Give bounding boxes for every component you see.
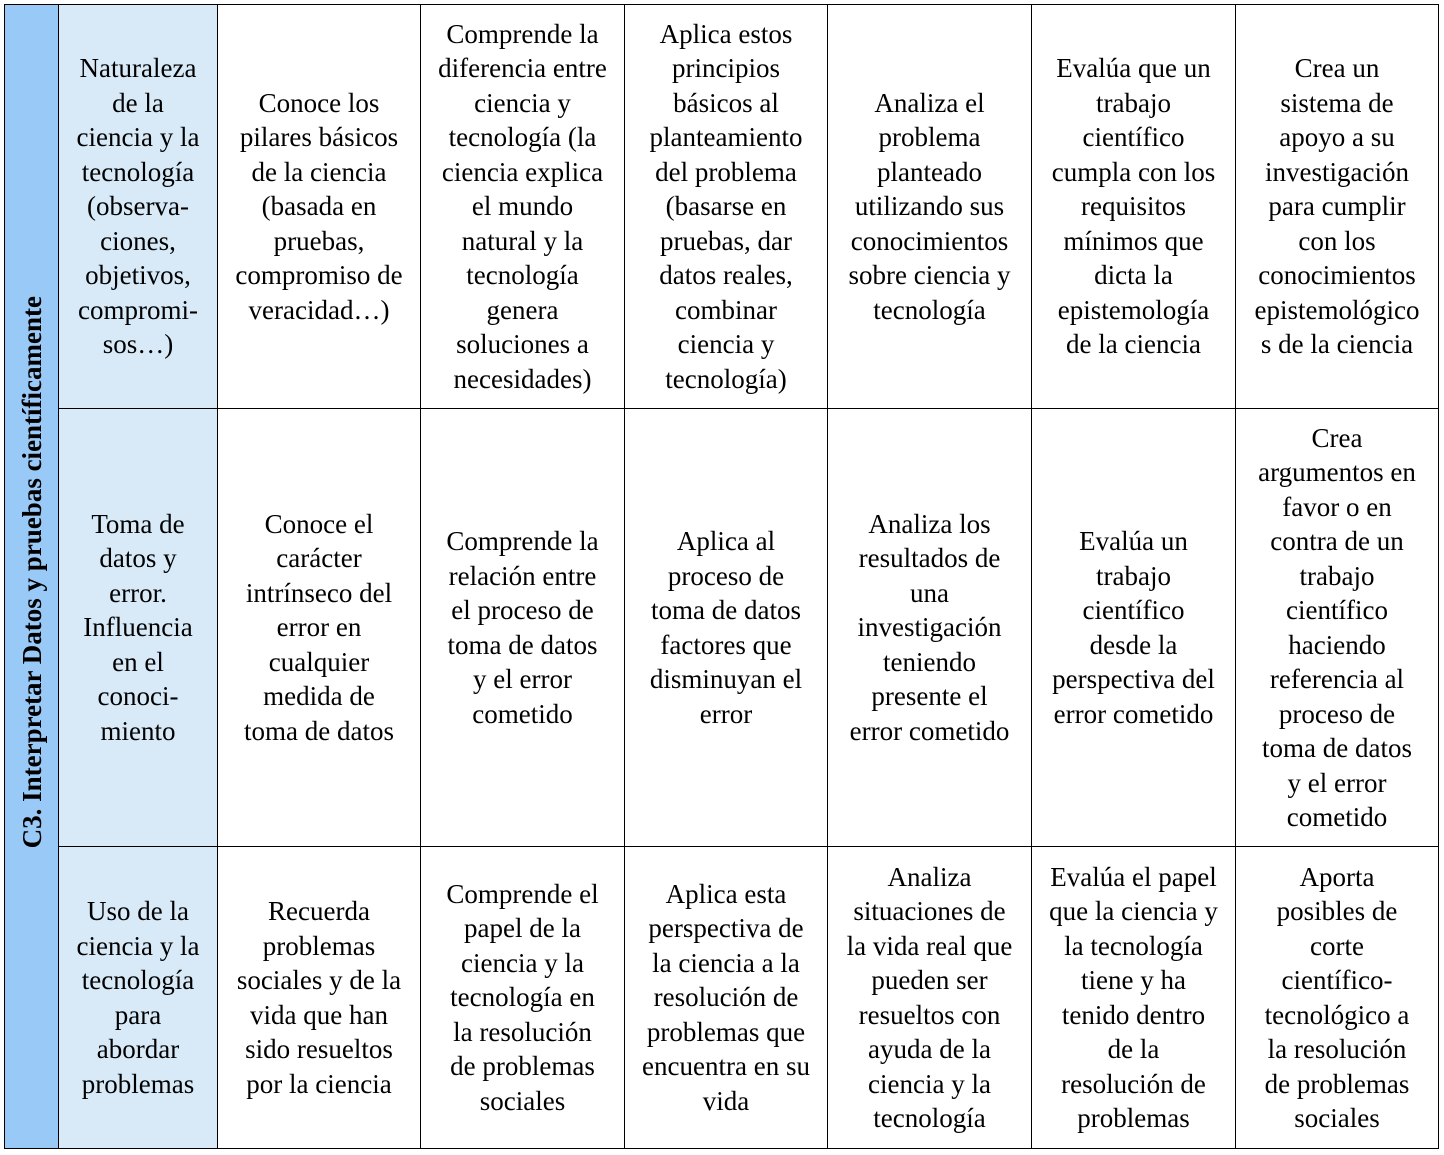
level-cell: Evalúa que un trabajo científico cumpla con los requisitos mínimos que dicta la epistemología de la ciencia <box>1032 5 1236 409</box>
level-cell: Comprende la diferencia entre ciencia y tecnología (la ciencia explica el mundo natural y la tecnología genera soluciones a necesidades) <box>421 5 625 409</box>
dimension-cell: Uso de la ciencia y la tecnología para abordar problemas <box>59 847 218 1149</box>
table-row <box>5 409 1439 847</box>
level-cell: Recuerda problemas sociales y de la vida que han sido resueltos por la ciencia <box>218 847 421 1149</box>
rubric-table <box>4 4 1439 1149</box>
level-cell: Analiza el problema planteado utilizando sus conocimientos sobre ciencia y tecnología <box>828 5 1032 409</box>
dimension-cell: Toma de datos y error. Influencia en el conoci- miento <box>59 409 218 847</box>
level-cell: Comprende la relación entre el proceso de toma de datos y el error cometido <box>421 409 625 847</box>
table-row <box>5 847 1439 1149</box>
level-cell: Aplica al proceso de toma de datos factores que disminuyan el error <box>625 409 828 847</box>
level-cell: Evalúa un trabajo científico desde la perspectiva del error cometido <box>1032 409 1236 847</box>
competence-label-cell <box>5 5 59 1149</box>
level-cell: Aporta posibles de corte científico- tecnológico a la resolución de problemas sociales <box>1236 847 1439 1149</box>
level-cell: Conoce los pilares básicos de la ciencia (basada en pruebas, compromiso de veracidad…) <box>218 5 421 409</box>
rubric-table-container <box>4 4 1438 1148</box>
level-cell: Analiza los resultados de una investigación teniendo presente el error cometido <box>828 409 1032 847</box>
level-cell: Crea un sistema de apoyo a su investigación para cumplir con los conocimientos epistemológico s de la ciencia <box>1236 5 1439 409</box>
dimension-cell: Naturaleza de la ciencia y la tecnología (observa- ciones, objetivos, compromi- sos…) <box>59 5 218 409</box>
competence-label: C3. Interpretar Datos y pruebas científicamente <box>16 296 47 849</box>
level-cell: Analiza situaciones de la vida real que pueden ser resueltos con ayuda de la ciencia y la tecnología <box>828 847 1032 1149</box>
level-cell: Aplica estos principios básicos al planteamiento del problema (basarse en pruebas, dar datos reales, combinar ciencia y tecnología) <box>625 5 828 409</box>
level-cell: Comprende el papel de la ciencia y la tecnología en la resolución de problemas sociales <box>421 847 625 1149</box>
level-cell: Conoce el carácter intrínseco del error en cualquier medida de toma de datos <box>218 409 421 847</box>
table-row <box>5 5 1439 409</box>
level-cell: Aplica esta perspectiva de la ciencia a la resolución de problemas que encuentra en su vida <box>625 847 828 1149</box>
level-cell: Crea argumentos en favor o en contra de un trabajo científico haciendo referencia al proceso de toma de datos y el error cometido <box>1236 409 1439 847</box>
level-cell: Evalúa el papel que la ciencia y la tecnología tiene y ha tenido dentro de la resolución de problemas <box>1032 847 1236 1149</box>
